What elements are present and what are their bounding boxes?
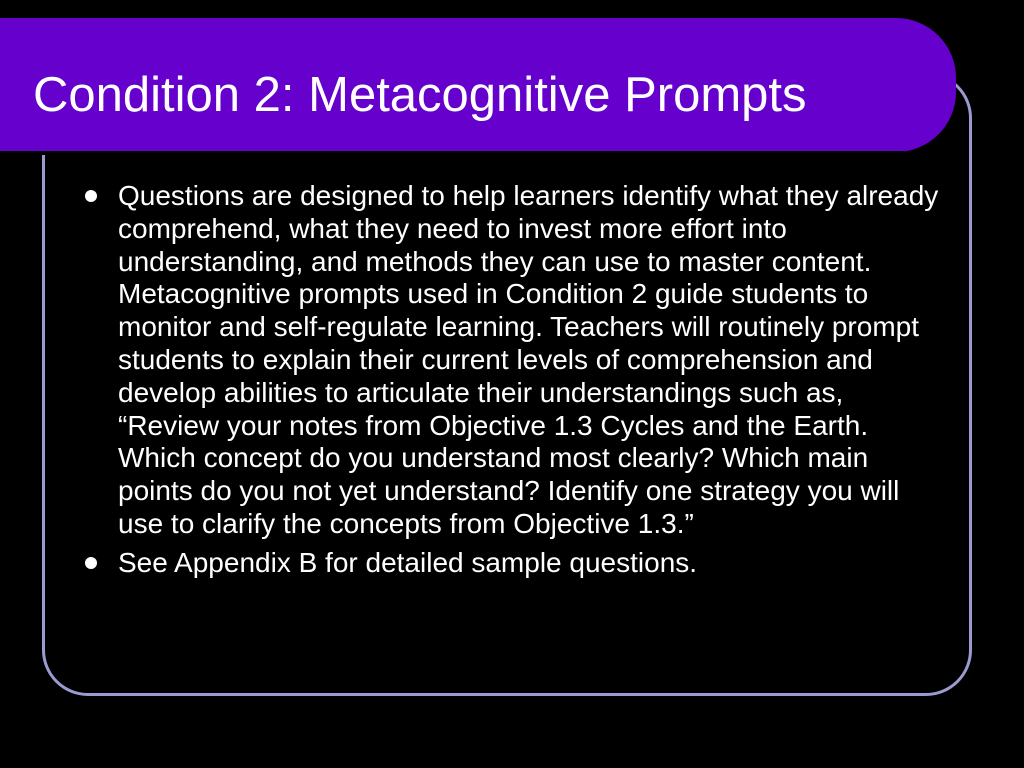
bullet-item [80, 180, 950, 541]
title-underline [0, 151, 904, 155]
slide-title: Condition 2: Metacognitive Prompts [33, 68, 807, 122]
bullet-item [80, 547, 950, 580]
bullet-list [80, 180, 950, 580]
bullet-dot-icon [85, 190, 97, 202]
bullet-dot-icon [85, 557, 97, 569]
bullet-text: Questions are designed to help learners identify what they already comprehend, what they need to invest more effort into understanding, and methods they can use to master content. Metacognitive prompts used in Condition 2 guide students to monitor and self-regulate learning. Teachers will routinely prompt students to explain their current levels of comprehension and develop abilities to articulate their understandings such as, “Review your notes from Objective 1.3 Cycles and the Earth. Which concept do you understand most clearly? Which main points do you not yet understand? Identify one strategy you will use to clarify the concepts from Objective 1.3.” [118, 180, 939, 539]
title-banner [0, 18, 956, 152]
bullet-text: See Appendix B for detailed sample questions. [118, 546, 698, 578]
